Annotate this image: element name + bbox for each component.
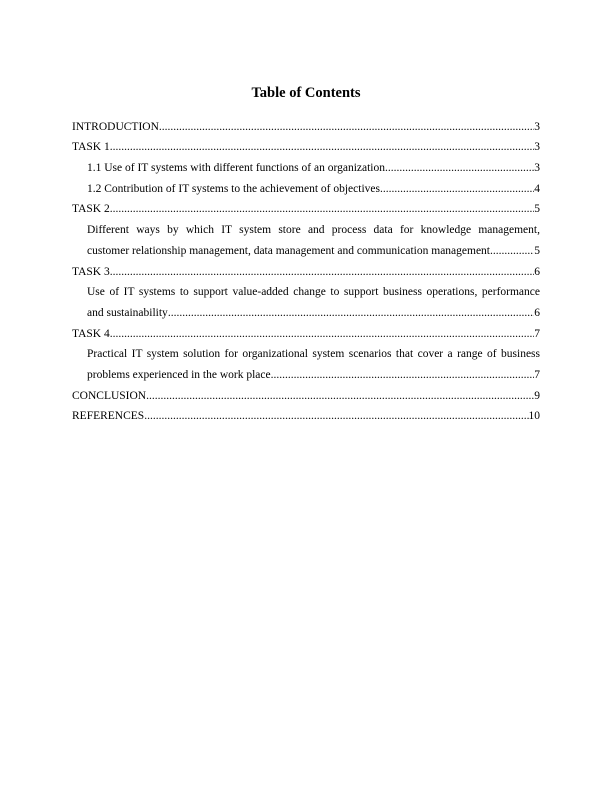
toc-title: Table of Contents <box>251 85 361 101</box>
dot-leader <box>144 410 528 422</box>
toc-page-number: 5 <box>534 203 540 216</box>
toc-page-number: 6 <box>534 306 540 319</box>
toc-page-number: 6 <box>534 265 540 278</box>
dot-leader <box>380 183 534 195</box>
toc-entry-label: problems experienced in the work place <box>87 368 271 381</box>
toc-page-number: 10 <box>528 410 540 423</box>
toc-entry-task-1[interactable] <box>72 133 540 154</box>
toc-entry-label: INTRODUCTION <box>72 120 159 133</box>
dot-leader <box>110 141 535 153</box>
dot-leader <box>110 203 535 215</box>
dot-leader <box>159 121 534 133</box>
dot-leader <box>168 307 534 319</box>
toc-entry-label: 1.2 Contribution of IT systems to the achievement of objectives <box>87 182 380 195</box>
toc-entry-task-2[interactable] <box>72 195 540 216</box>
dot-leader <box>110 328 535 340</box>
toc-entry-label: TASK 1 <box>72 141 110 154</box>
toc-page-number: 7 <box>534 368 540 381</box>
toc-page-number: 7 <box>534 327 540 340</box>
toc-entry-label: CONCLUSION <box>72 389 147 402</box>
toc-entry-line-1 <box>87 340 540 361</box>
toc-entry-label: Use of IT systems to support value-added change to support business operations, performance <box>87 286 540 299</box>
toc-page-number: 9 <box>534 389 540 402</box>
toc-entry-task-2-subsection[interactable] <box>72 215 540 256</box>
toc-entry-label: Different ways by which IT system store and process data for knowledge management, <box>87 224 540 237</box>
toc-entry-label: customer relationship management, data management and communication management <box>87 244 490 257</box>
toc-entry-label: and sustainability <box>87 306 168 319</box>
toc-entry-label: Practical IT system solution for organizational system scenarios that cover a range of business <box>87 348 540 361</box>
toc-entry-line-2 <box>87 236 540 257</box>
toc-entry-conclusion[interactable] <box>72 381 540 402</box>
toc-entry-task-4-subsection[interactable] <box>72 340 540 381</box>
dot-leader <box>385 162 534 174</box>
toc-entry-references[interactable] <box>72 402 540 423</box>
toc-entry-label: REFERENCES <box>72 410 145 423</box>
table-of-contents <box>72 112 540 422</box>
toc-entry-line-1 <box>87 278 540 299</box>
toc-entry-label: TASK 4 <box>72 327 110 340</box>
toc-entry-task-3[interactable] <box>72 257 540 278</box>
toc-page-number: 4 <box>534 182 540 195</box>
toc-entry-label: 1.1 Use of IT systems with different functions of an organization <box>87 162 385 175</box>
toc-page-number: 5 <box>534 244 540 257</box>
toc-page-number: 3 <box>534 141 540 154</box>
toc-entry-1-1[interactable] <box>72 153 540 174</box>
dot-leader <box>146 390 534 402</box>
toc-entry-line-2 <box>87 298 540 319</box>
toc-entry-task-4[interactable] <box>72 319 540 340</box>
toc-page-number: 3 <box>534 162 540 175</box>
toc-entry-1-2[interactable] <box>72 174 540 195</box>
toc-entry-label: TASK 3 <box>72 265 110 278</box>
toc-entry-task-3-subsection[interactable] <box>72 278 540 319</box>
toc-entry-line-2 <box>87 360 540 381</box>
toc-entry-line-1 <box>87 215 540 236</box>
dot-leader <box>110 266 535 278</box>
dot-leader <box>271 369 535 381</box>
dot-leader <box>490 245 534 257</box>
toc-page-number: 3 <box>534 120 540 133</box>
toc-entry-label: TASK 2 <box>72 203 110 216</box>
toc-entry-introduction[interactable] <box>72 112 540 133</box>
